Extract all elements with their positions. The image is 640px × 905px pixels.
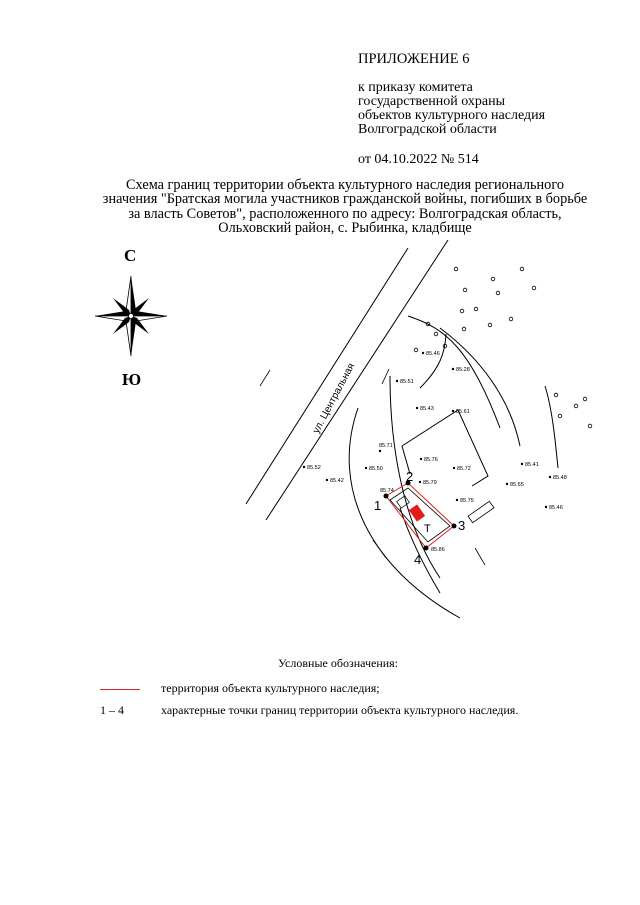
appendix-block xyxy=(358,52,628,167)
elevation-label: 85.48 xyxy=(553,475,567,481)
elevation-label: 85.71 xyxy=(379,443,393,449)
curve-line xyxy=(545,386,558,468)
compass-rose-icon xyxy=(95,276,167,356)
curve-line xyxy=(349,408,460,618)
plot-outline xyxy=(402,410,488,486)
structure xyxy=(468,501,494,522)
elevation-label: 85.86 xyxy=(431,547,445,553)
elevation-label: 85.72 xyxy=(457,466,471,472)
boundary-point xyxy=(452,524,457,529)
point-label-1: 1 xyxy=(374,498,382,513)
point-label-2: 2 xyxy=(406,469,414,484)
elevation-label: 85.42 xyxy=(330,478,344,484)
site-map xyxy=(90,238,610,638)
elevation-label: 85.50 xyxy=(369,466,383,472)
elevation-label: 85.65 xyxy=(510,482,524,488)
point-label-4: 4 xyxy=(414,552,422,567)
street-label: ул. Центральная xyxy=(310,361,358,436)
legend-title: Условные обозначения: xyxy=(278,656,399,670)
legend-text: территория объекта культурного наследия; xyxy=(161,680,380,695)
appendix-line: государственной охраны xyxy=(358,94,506,109)
curve-line xyxy=(420,334,446,388)
elevation-label: 85.46 xyxy=(426,351,440,357)
elevation-label: 85.46 xyxy=(549,505,563,511)
compass-north-label: С xyxy=(124,246,137,265)
appendix-line: объектов культурного наследия xyxy=(358,108,546,123)
title-line: Схема границ территории объекта культурного наследия регионального xyxy=(126,177,564,193)
road-edge xyxy=(266,240,448,520)
point-label-3: 3 xyxy=(458,518,466,533)
legend-text: характерные точки границ территории объекта культурного наследия. xyxy=(161,702,519,717)
elevation-label: 85.28 xyxy=(456,367,470,373)
scheme-title xyxy=(75,178,615,235)
elevation-label: 85.41 xyxy=(525,462,539,468)
tree-symbols xyxy=(414,267,592,428)
elevation-label: 85.43 xyxy=(420,406,434,412)
appendix-line: к приказу комитета xyxy=(358,80,473,95)
legend-row xyxy=(100,702,518,718)
order-date: от 04.10.2022 № 514 xyxy=(358,152,479,167)
title-line: за власть Советов", расположенного по адресу: Волгоградская область, xyxy=(128,205,562,222)
appendix-heading: ПРИЛОЖЕНИЕ 6 xyxy=(358,51,470,67)
elevation-label: 85.52 xyxy=(307,465,321,471)
legend-row xyxy=(100,680,380,696)
appendix-line: Волгоградской области xyxy=(358,122,497,137)
legend-key xyxy=(100,681,158,696)
title-line: Ольховский район, с. Рыбинка, кладбище xyxy=(218,219,472,236)
compass-south-label: Ю xyxy=(122,370,142,389)
road-edge xyxy=(246,248,408,504)
elevation-label: 85.51 xyxy=(400,379,414,385)
elevation-label: 85.74 xyxy=(380,488,394,494)
red-boundary-line-icon xyxy=(100,689,140,690)
legend-key: 1 – 4 xyxy=(100,702,124,717)
elevation-label: 85.79 xyxy=(423,480,437,486)
elevation-label: 85.61 xyxy=(456,409,470,415)
elevation-label: 85.75 xyxy=(460,498,474,504)
elevation-label: 85.76 xyxy=(424,457,438,463)
curve-line xyxy=(440,328,520,446)
plot-symbol: T xyxy=(424,523,431,535)
title-line: значения "Братская могила участников гражданской войны, погибших в борьбе xyxy=(102,191,588,208)
